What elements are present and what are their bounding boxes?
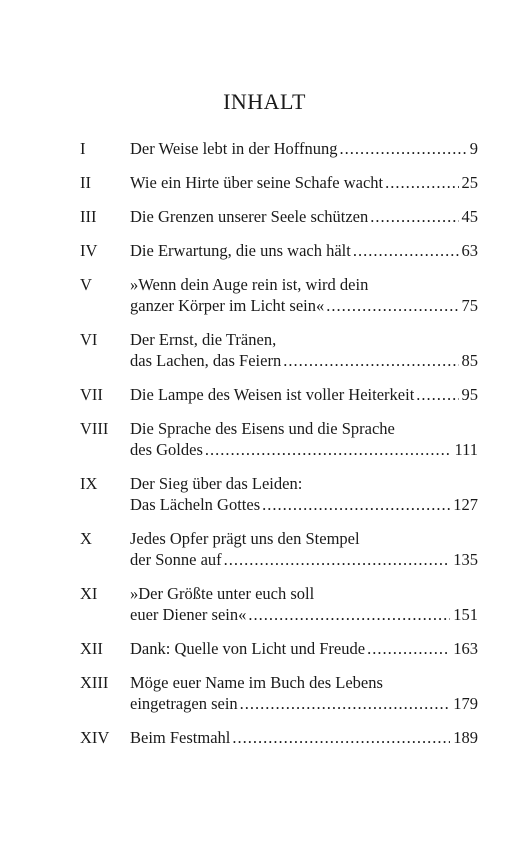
chapter-number: XII — [80, 639, 103, 658]
chapter-title-line: Die Erwartung, die uns wach hält — [130, 241, 351, 260]
page-number: 85 — [461, 351, 478, 370]
chapter-title-line: ganzer Körper im Licht sein« — [130, 296, 325, 315]
chapter-title-last-line — [130, 295, 478, 316]
chapter-title-line: eingetragen sein — [130, 694, 238, 713]
chapter-title-line: euer Diener sein« — [130, 605, 247, 624]
chapter-title-last-line — [130, 384, 478, 405]
chapter-title-last-line — [130, 350, 478, 371]
chapter-title-last-line — [130, 439, 478, 460]
page-number: 111 — [454, 440, 478, 459]
chapter-number: IV — [80, 241, 98, 260]
page-number: 163 — [453, 639, 478, 658]
dot-leader — [262, 494, 450, 515]
table-of-contents — [80, 138, 478, 761]
page-title: INHALT — [223, 89, 306, 114]
chapter-title-line: des Goldes — [130, 440, 203, 459]
chapter-title-line: Jedes Opfer prägt uns den Stempel — [130, 529, 360, 548]
toc-entry-body — [130, 384, 478, 405]
chapter-title-line: Die Sprache des Eisens und die Sprache — [130, 419, 395, 438]
dot-leader — [367, 638, 450, 659]
chapter-title-line: das Lachen, das Feiern — [130, 351, 282, 370]
chapter-title-last-line — [130, 138, 478, 159]
chapter-number: VI — [80, 330, 98, 349]
chapter-title-last-line — [130, 240, 478, 261]
page-number: 179 — [453, 694, 478, 713]
toc-entry — [80, 240, 478, 261]
toc-entry — [80, 172, 478, 193]
page-number: 189 — [453, 728, 478, 747]
dot-leader — [224, 549, 451, 570]
chapter-title-line: Die Grenzen unserer Seele schützen — [130, 207, 369, 226]
toc-entry-body — [130, 672, 478, 714]
toc-entry-body — [130, 274, 478, 316]
chapter-title-last-line — [130, 727, 478, 748]
toc-entry-body — [130, 240, 478, 261]
dot-leader — [370, 206, 458, 227]
page-number: 75 — [461, 296, 478, 315]
chapter-title-last-line — [130, 494, 478, 515]
chapter-title-last-line — [130, 172, 478, 193]
toc-entry — [80, 274, 478, 316]
page-number: 9 — [469, 139, 478, 158]
chapter-title-line: »Der Größte unter euch soll — [130, 584, 315, 603]
toc-entry — [80, 418, 478, 460]
chapter-title-line: Der Weise lebt in der Hoffnung — [130, 139, 338, 158]
chapter-title-last-line — [130, 206, 478, 227]
toc-entry — [80, 638, 478, 659]
toc-entry-body — [130, 329, 478, 371]
chapter-title-line: Möge euer Name im Buch des Lebens — [130, 673, 383, 692]
chapter-title-line: Wie ein Hirte über seine Schafe wacht — [130, 173, 384, 192]
page-number: 25 — [461, 173, 478, 192]
chapter-title-line: Der Sieg über das Leiden: — [130, 474, 303, 493]
toc-entry — [80, 727, 478, 748]
chapter-title-last-line — [130, 549, 478, 570]
chapter-title-line: Das Lächeln Gottes — [130, 495, 261, 514]
chapter-title-line: Dank: Quelle von Licht und Freude — [130, 639, 366, 658]
page-number: 127 — [453, 495, 478, 514]
chapter-title-line: Der Ernst, die Tränen, — [130, 330, 277, 349]
chapter-title-last-line — [130, 638, 478, 659]
toc-entry — [80, 672, 478, 714]
chapter-title-line: Die Lampe des Weisen ist voller Heiterkeit — [130, 385, 415, 404]
chapter-title-last-line — [130, 604, 478, 625]
dot-leader — [416, 384, 458, 405]
toc-entry — [80, 384, 478, 405]
toc-entry — [80, 329, 478, 371]
page-number: 151 — [453, 605, 478, 624]
chapter-title-line: Beim Festmahl — [130, 728, 231, 747]
toc-entry-body — [130, 138, 478, 159]
chapter-number: XIV — [80, 728, 110, 747]
toc-entry — [80, 206, 478, 227]
dot-leader — [232, 727, 450, 748]
page-number: 135 — [453, 550, 478, 569]
toc-entry-body — [130, 727, 478, 748]
toc-entry — [80, 528, 478, 570]
chapter-number: X — [80, 529, 92, 548]
chapter-number: VIII — [80, 419, 109, 438]
toc-entry-body — [130, 638, 478, 659]
dot-leader — [326, 295, 458, 316]
chapter-number: II — [80, 173, 91, 192]
toc-entry-body — [130, 528, 478, 570]
chapter-number: III — [80, 207, 97, 226]
chapter-number: XI — [80, 584, 98, 603]
dot-leader — [339, 138, 466, 159]
toc-entry-body — [130, 418, 478, 460]
page-number: 45 — [461, 207, 478, 226]
chapter-title-line: »Wenn dein Auge rein ist, wird dein — [130, 275, 369, 294]
chapter-number: XIII — [80, 673, 109, 692]
toc-entry-body — [130, 583, 478, 625]
toc-entry — [80, 138, 478, 159]
dot-leader — [248, 604, 450, 625]
toc-entry-body — [130, 172, 478, 193]
chapter-number: V — [80, 275, 92, 294]
dot-leader — [385, 172, 458, 193]
chapter-number: I — [80, 139, 86, 158]
chapter-number: IX — [80, 474, 98, 493]
chapter-title-line: der Sonne auf — [130, 550, 222, 569]
toc-entry — [80, 473, 478, 515]
toc-entry-body — [130, 206, 478, 227]
dot-leader — [240, 693, 451, 714]
dot-leader — [205, 439, 452, 460]
page-number: 63 — [461, 241, 478, 260]
chapter-number: VII — [80, 385, 103, 404]
dot-leader — [283, 350, 458, 371]
dot-leader — [353, 240, 459, 261]
toc-entry — [80, 583, 478, 625]
toc-entry-body — [130, 473, 478, 515]
page-number: 95 — [461, 385, 478, 404]
chapter-title-last-line — [130, 693, 478, 714]
